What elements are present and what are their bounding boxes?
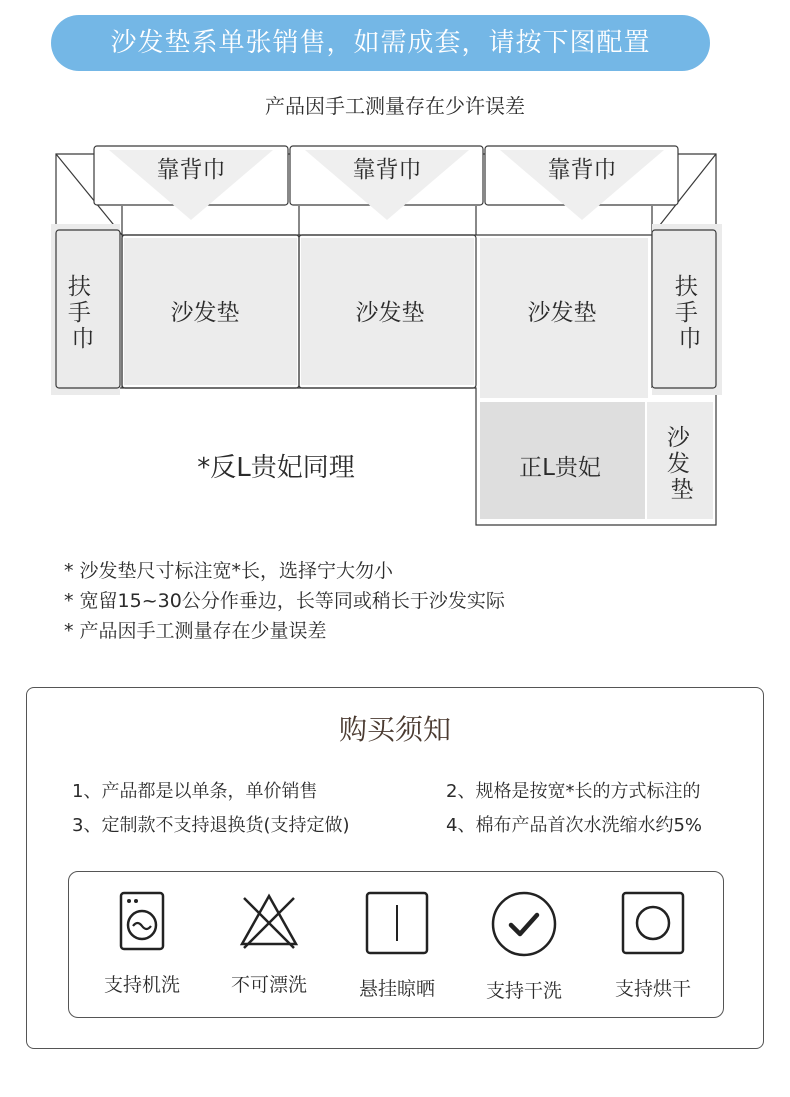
care-no-bleach [209,890,329,997]
mirror-note: *反L贵妃同理 [197,453,355,483]
care-label: 支持烘干 [614,978,691,1000]
note-drape: * 宽留15~30公分作垂边，长等同或稍长于沙发实际 [64,590,505,612]
armrest-right-char: 手 [674,300,698,326]
hang-dry-icon [364,890,430,956]
side-cushion-char: 沙 [666,425,690,451]
note-size: * 沙发垫尺寸标注宽*长，选择宁大勿小 [64,560,394,582]
side-cushion-char: 垫 [670,477,694,503]
armrest-left [51,224,120,395]
cushion-1 [122,235,299,388]
care-label: 支持机洗 [103,974,180,996]
tip-shrinkage: 4、棉布产品首次水洗缩水约5% [446,815,703,836]
subtitle: 产品因手工测量存在少许误差 [265,94,525,118]
svg-text:沙 发 垫 [667,425,697,503]
tumble-dry-icon [620,890,686,956]
svg-text:扶 手 巾 [68,274,98,352]
side-cushion [647,402,713,519]
washing-machine-icon [118,890,166,952]
armrest-left-char: 扶 [67,274,91,300]
care-hang-dry [337,890,457,1001]
tip-custom-no-return: 3、定制款不支持退换货(支持定做) [72,815,350,836]
backrest-label: 靠背巾 [156,157,226,183]
backrest-label: 靠背巾 [352,157,422,183]
tip-size-format: 2、规格是按宽*长的方式标注的 [446,781,701,802]
tip-single-sale: 1、产品都是以单条，单价销售 [72,781,318,802]
care-label: 不可漂洗 [230,974,307,996]
care-tumble-dry [593,890,713,1001]
armrest-right-char: 巾 [678,326,702,352]
chaise-label: 正L贵妃 [519,455,601,481]
cushion-label: 沙发垫 [170,300,240,326]
armrest-left-char: 手 [67,300,91,326]
care-dry-clean [464,890,584,1003]
svg-text:扶 手 巾 [675,274,705,352]
cushion-3 [480,238,648,398]
care-label: 支持干洗 [485,980,562,1002]
purchase-notice-title: 购买须知 [338,713,451,746]
cushion-label: 沙发垫 [527,300,597,326]
armrest-right [652,224,722,395]
dry-clean-icon [490,890,558,958]
note-error: * 产品因手工测量存在少量误差 [64,620,327,642]
armrest-right-char: 扶 [674,274,698,300]
care-label: 悬挂晾晒 [358,978,435,1000]
side-cushion-char: 发 [666,451,690,477]
armrest-left-char: 巾 [71,326,95,352]
cushion-2 [299,235,476,388]
cushion-label: 沙发垫 [355,300,425,326]
backrest-label: 靠背巾 [547,157,617,183]
sofa-diagram [0,140,790,540]
chaise-cushion [480,402,645,519]
care-machine-wash [82,890,202,997]
no-bleach-icon [238,890,300,952]
banner: 沙发垫系单张销售，如需成套，请按下图配置 [51,15,710,71]
